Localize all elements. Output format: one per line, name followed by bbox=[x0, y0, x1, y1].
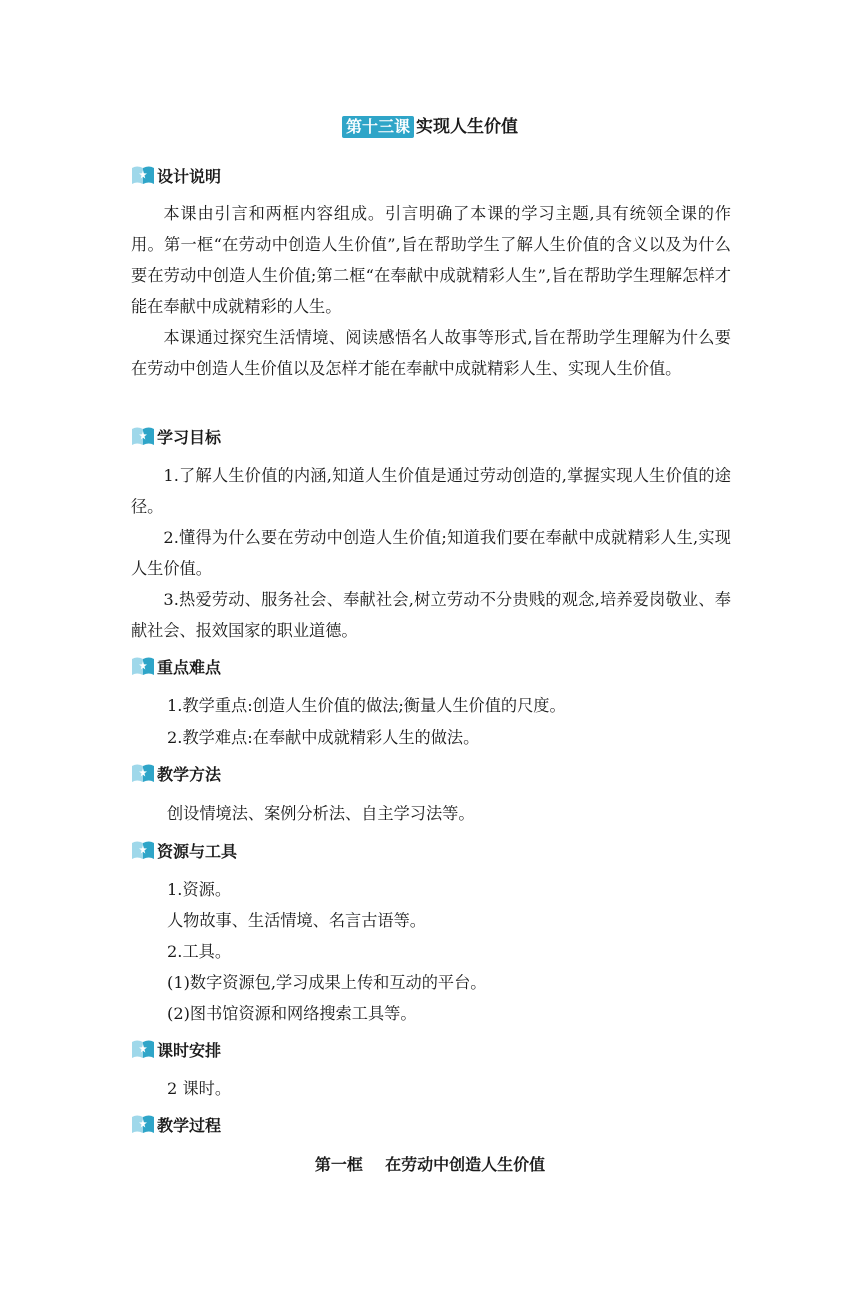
section-title: 重点难点 bbox=[157, 657, 222, 677]
methods-text: 创设情境法、案例分析法、自主学习法等。 bbox=[167, 804, 475, 823]
lesson-title-row bbox=[0, 114, 860, 140]
open-book-icon bbox=[131, 1038, 155, 1060]
section-heading-methods bbox=[131, 760, 221, 786]
goal-item-3: 3.热爱劳动、服务社会、奉献社会,树立劳动不分贵贱的观念,培养爱岗敬业、奉献社会、报效国家的职业道德。 bbox=[131, 590, 731, 640]
section-title: 教学方法 bbox=[157, 764, 222, 784]
resources-line-2: 人物故事、生活情境、名言古语等。 bbox=[167, 911, 426, 930]
goal-item-1: 1.了解人生价值的内涵,知道人生价值是通过劳动创造的,掌握实现人生价值的途径。 bbox=[131, 466, 731, 516]
resources-line-3: 2.工具。 bbox=[167, 942, 232, 961]
section-title: 设计说明 bbox=[157, 166, 222, 186]
section-heading-resources bbox=[131, 837, 237, 863]
section-heading-goals bbox=[131, 423, 221, 449]
design-paragraph-2: 本课通过探究生活情境、阅读感悟名人故事等形式,旨在帮助学生理解为什么要在劳动中创造人生价值以及怎样才能在奉献中成就精彩人生、实现人生价值。 bbox=[131, 328, 731, 378]
section-title: 课时安排 bbox=[157, 1040, 222, 1060]
resources-line-4: (1)数字资源包,学习成果上传和互动的平台。 bbox=[167, 973, 487, 992]
open-book-icon bbox=[131, 164, 155, 186]
section-title: 学习目标 bbox=[157, 427, 222, 447]
section-heading-schedule bbox=[131, 1036, 221, 1062]
keypoint-item-2: 2.教学难点:在奉献中成就精彩人生的做法。 bbox=[167, 728, 480, 747]
open-book-icon bbox=[131, 1113, 155, 1135]
design-paragraph-1: 本课由引言和两框内容组成。引言明确了本课的学习主题,具有统领全课的作用。第一框“在劳动中创造人生价值”,旨在帮助学生了解人生价值的含义以及为什么要在劳动中创造人生价值;第二框“在奉献中成就精彩人生”,旨在帮助学生理解怎样才能在奉献中成就精彩的人生。 bbox=[131, 204, 731, 316]
frame-title: 第一框 在劳动中创造人生价值 bbox=[314, 1155, 546, 1174]
lesson-number-badge: 第十三课 bbox=[342, 116, 414, 138]
open-book-icon bbox=[131, 655, 155, 677]
goal-item-2: 2.懂得为什么要在劳动中创造人生价值;知道我们要在奉献中成就精彩人生,实现人生价值。 bbox=[131, 528, 731, 578]
open-book-icon bbox=[131, 425, 155, 447]
section-heading-process bbox=[131, 1111, 221, 1137]
section-title: 资源与工具 bbox=[157, 841, 238, 861]
resources-line-5: (2)图书馆资源和网络搜索工具等。 bbox=[167, 1004, 417, 1023]
section-heading-design bbox=[131, 162, 221, 188]
open-book-icon bbox=[131, 762, 155, 784]
section-title: 教学过程 bbox=[157, 1115, 222, 1135]
schedule-text: 2 课时。 bbox=[167, 1079, 232, 1098]
resources-line-1: 1.资源。 bbox=[167, 880, 232, 899]
open-book-icon bbox=[131, 839, 155, 861]
lesson-title: 实现人生价值 bbox=[416, 117, 518, 137]
keypoint-item-1: 1.教学重点:创造人生价值的做法;衡量人生价值的尺度。 bbox=[167, 696, 566, 715]
section-heading-keypoints bbox=[131, 653, 221, 679]
